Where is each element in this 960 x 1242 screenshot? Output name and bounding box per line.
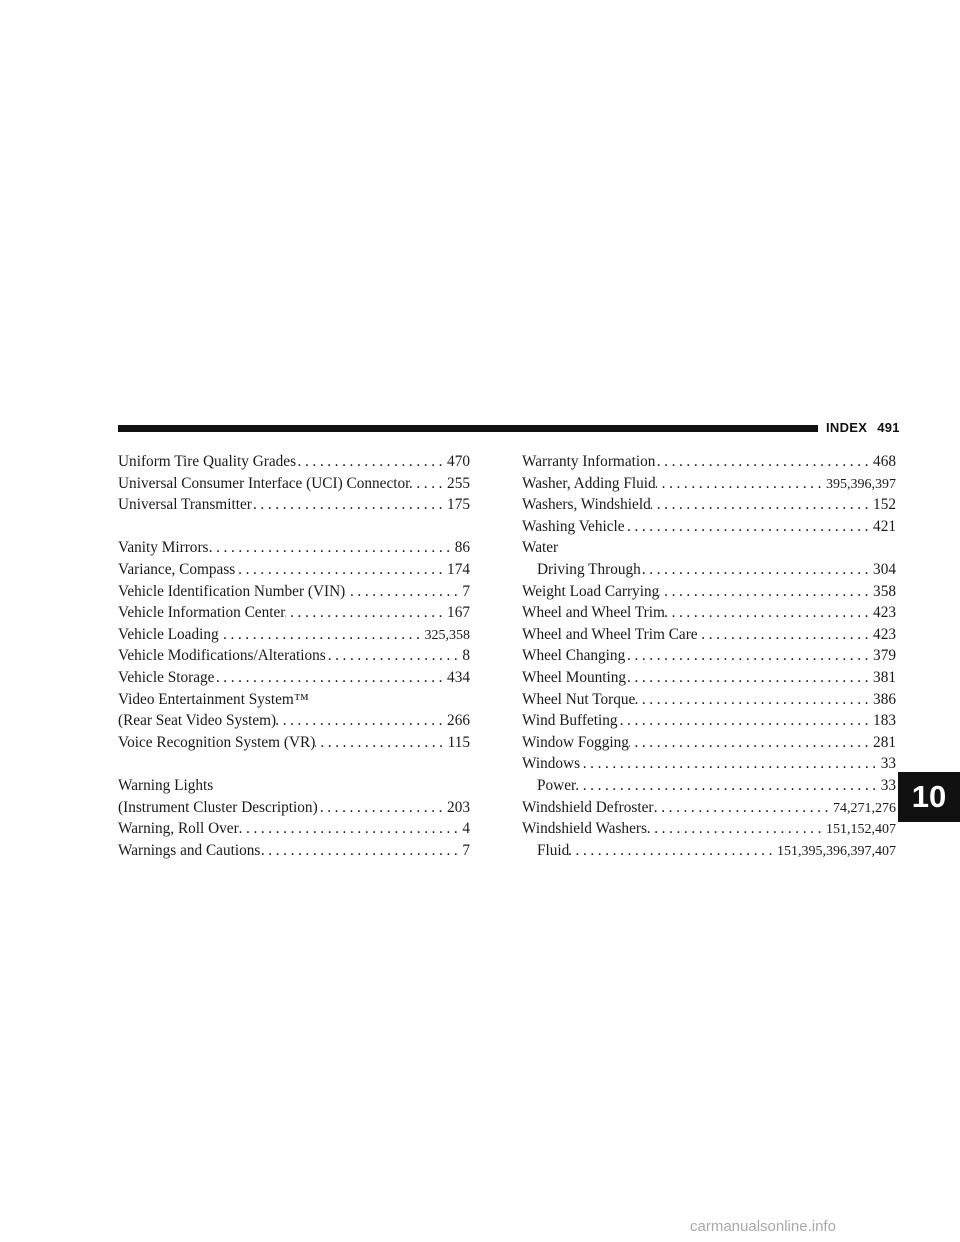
index-entry xyxy=(118,840,470,862)
index-page-ref: 151,152,407 xyxy=(826,822,896,838)
header-rule xyxy=(118,425,818,432)
index-entry xyxy=(118,710,470,732)
dot-leader xyxy=(651,494,872,516)
index-page-ref: 470 xyxy=(447,453,470,470)
index-page-ref: 434 xyxy=(447,668,470,686)
index-page-ref: 152 xyxy=(873,496,896,514)
index-column-right xyxy=(522,451,896,861)
index-term: Weight Load Carrying xyxy=(522,582,660,600)
dot-leader xyxy=(659,581,872,603)
index-page-ref: 358 xyxy=(873,582,896,600)
index-column-left xyxy=(118,451,470,861)
index-page-ref: 395,396,397 xyxy=(826,476,896,492)
dot-leader xyxy=(296,451,446,473)
index-page-ref: 183 xyxy=(873,712,896,730)
dot-leader xyxy=(635,689,872,711)
index-entry xyxy=(522,710,896,732)
dot-leader xyxy=(654,797,833,819)
index-entry xyxy=(118,494,470,516)
dot-leader xyxy=(214,667,446,689)
dot-leader xyxy=(285,602,446,624)
section-title: INDEX xyxy=(826,420,868,435)
index-term: Vehicle Modifications/Alterations xyxy=(118,647,326,665)
index-term: Wheel and Wheel Trim Care xyxy=(522,625,698,643)
index-entry xyxy=(118,667,470,689)
index-term: Wheel Mounting xyxy=(522,668,627,686)
index-entry xyxy=(522,667,896,689)
dot-leader xyxy=(625,516,872,538)
index-page-ref: 281 xyxy=(873,733,896,751)
index-entry xyxy=(118,451,470,473)
index-entry xyxy=(522,537,896,559)
index-entry xyxy=(522,689,896,711)
dot-leader xyxy=(626,667,872,689)
dot-leader xyxy=(326,645,462,667)
index-term: Driving Through xyxy=(537,560,641,578)
index-entry xyxy=(522,581,896,603)
index-page-ref: 174 xyxy=(447,560,470,578)
index-page-ref: 203 xyxy=(447,798,470,816)
index-term: (Instrument Cluster Description) xyxy=(118,798,318,816)
index-entry xyxy=(522,602,896,624)
index-entry xyxy=(118,645,470,667)
dot-leader xyxy=(345,581,461,603)
index-entry xyxy=(522,753,896,775)
dot-leader xyxy=(235,559,446,581)
index-page-ref: 86 xyxy=(454,539,470,557)
index-entry xyxy=(522,732,896,754)
index-page-ref: 421 xyxy=(873,517,896,535)
dot-leader xyxy=(315,732,446,754)
index-term: Wheel and Wheel Trim xyxy=(522,604,665,622)
index-term: Water xyxy=(522,539,559,557)
index-entry xyxy=(522,797,896,819)
index-term: Voice Recognition System (VR) xyxy=(118,733,316,751)
index-term: Vehicle Loading xyxy=(118,625,219,643)
dot-leader xyxy=(647,818,825,840)
index-term: Wheel Nut Torque xyxy=(522,690,636,708)
dot-leader xyxy=(276,710,446,732)
index-entry xyxy=(118,818,470,840)
index-page-ref: 304 xyxy=(873,560,896,578)
index-term: Washer, Adding Fluid xyxy=(522,474,656,492)
index-entry xyxy=(118,732,470,754)
index-entry xyxy=(522,473,896,495)
index-term: Windshield Defroster xyxy=(522,798,654,816)
index-entry xyxy=(118,602,470,624)
index-page-ref: 151,395,396,397,407 xyxy=(777,843,896,859)
index-page-ref: 468 xyxy=(873,453,896,470)
dot-leader xyxy=(219,624,424,646)
index-page-ref: 74,271,276 xyxy=(833,800,896,816)
dot-leader xyxy=(629,732,872,754)
index-entry xyxy=(522,451,896,473)
index-entry xyxy=(118,559,470,581)
dot-leader xyxy=(580,753,880,775)
index-term: Warranty Information xyxy=(522,453,656,470)
index-page-ref: 255 xyxy=(447,474,470,492)
index-term: Vehicle Information Center xyxy=(118,604,286,622)
index-page-ref: 33 xyxy=(880,776,896,794)
index-entry xyxy=(118,689,470,711)
chapter-tab: 10 xyxy=(898,772,960,822)
index-term: Wind Buffeting xyxy=(522,712,618,730)
running-header xyxy=(826,420,900,435)
index-term: Universal Transmitter xyxy=(118,496,252,514)
index-entry xyxy=(118,473,470,495)
dot-leader xyxy=(576,775,880,797)
dot-leader xyxy=(410,473,446,495)
page-number: 491 xyxy=(877,420,900,435)
index-entry xyxy=(522,645,896,667)
index-page-ref: 325,358 xyxy=(424,627,470,643)
index-term: Warnings and Cautions xyxy=(118,841,261,859)
index-term: Warning, Roll Over xyxy=(118,820,239,838)
index-term: Window Fogging xyxy=(522,733,629,751)
index-entry xyxy=(118,624,470,646)
index-entry xyxy=(522,559,896,581)
dot-leader xyxy=(641,559,872,581)
index-page-ref: 386 xyxy=(873,690,896,708)
index-entry xyxy=(118,537,470,559)
index-entry xyxy=(522,818,896,840)
index-page-ref: 4 xyxy=(462,820,470,838)
index-term: Universal Consumer Interface (UCI) Connector xyxy=(118,474,411,492)
index-page-ref: 7 xyxy=(462,582,470,600)
index-term: Fluid xyxy=(537,841,570,859)
index-term: Vehicle Identification Number (VIN) xyxy=(118,582,346,600)
index-entry xyxy=(118,775,470,797)
dot-leader xyxy=(252,494,446,516)
index-entry xyxy=(522,494,896,516)
index-page-ref: 266 xyxy=(447,712,470,730)
index-term: Vanity Mirrors xyxy=(118,539,209,557)
index-term: (Rear Seat Video System) xyxy=(118,712,277,730)
index-entry xyxy=(118,797,470,819)
index-page-ref: 167 xyxy=(447,604,470,622)
index-term: Windshield Washers xyxy=(522,820,647,838)
index-page-ref: 423 xyxy=(873,604,896,622)
dot-leader xyxy=(656,473,825,495)
dot-leader xyxy=(260,840,461,862)
index-term: Washers, Windshield xyxy=(522,496,651,514)
index-term: Uniform Tire Quality Grades xyxy=(118,453,297,470)
dot-leader xyxy=(698,624,872,646)
index-term: Video Entertainment System™ xyxy=(118,690,309,708)
index-page-ref: 7 xyxy=(462,841,470,859)
index-entry xyxy=(118,581,470,603)
dot-leader xyxy=(625,645,872,667)
index-term: Washing Vehicle xyxy=(522,517,625,535)
dot-leader xyxy=(665,602,872,624)
dot-leader xyxy=(618,710,873,732)
index-page-ref: 8 xyxy=(462,647,470,665)
index-term: Power xyxy=(537,776,577,794)
dot-leader xyxy=(239,818,462,840)
dot-leader xyxy=(209,537,454,559)
dot-leader xyxy=(655,451,872,473)
dot-leader xyxy=(318,797,446,819)
dot-leader xyxy=(569,840,776,862)
index-entry xyxy=(522,775,896,797)
index-term: Variance, Compass xyxy=(118,560,236,578)
index-term: Vehicle Storage xyxy=(118,668,215,686)
index-spacer xyxy=(118,753,470,775)
index-page-ref: 423 xyxy=(873,625,896,643)
index-page-ref: 115 xyxy=(447,733,470,751)
index-entry xyxy=(522,516,896,538)
index-entry xyxy=(522,624,896,646)
watermark: carmanualsonline.info xyxy=(690,1218,836,1235)
index-entry xyxy=(522,840,896,862)
index-term: Warning Lights xyxy=(118,776,214,794)
index-term: Windows xyxy=(522,755,581,773)
index-page-ref: 379 xyxy=(873,647,896,665)
index-page-ref: 33 xyxy=(880,755,896,773)
index-page-ref: 381 xyxy=(873,668,896,686)
index-page-ref: 175 xyxy=(447,496,470,514)
index-spacer xyxy=(118,516,470,538)
index-term: Wheel Changing xyxy=(522,647,626,665)
